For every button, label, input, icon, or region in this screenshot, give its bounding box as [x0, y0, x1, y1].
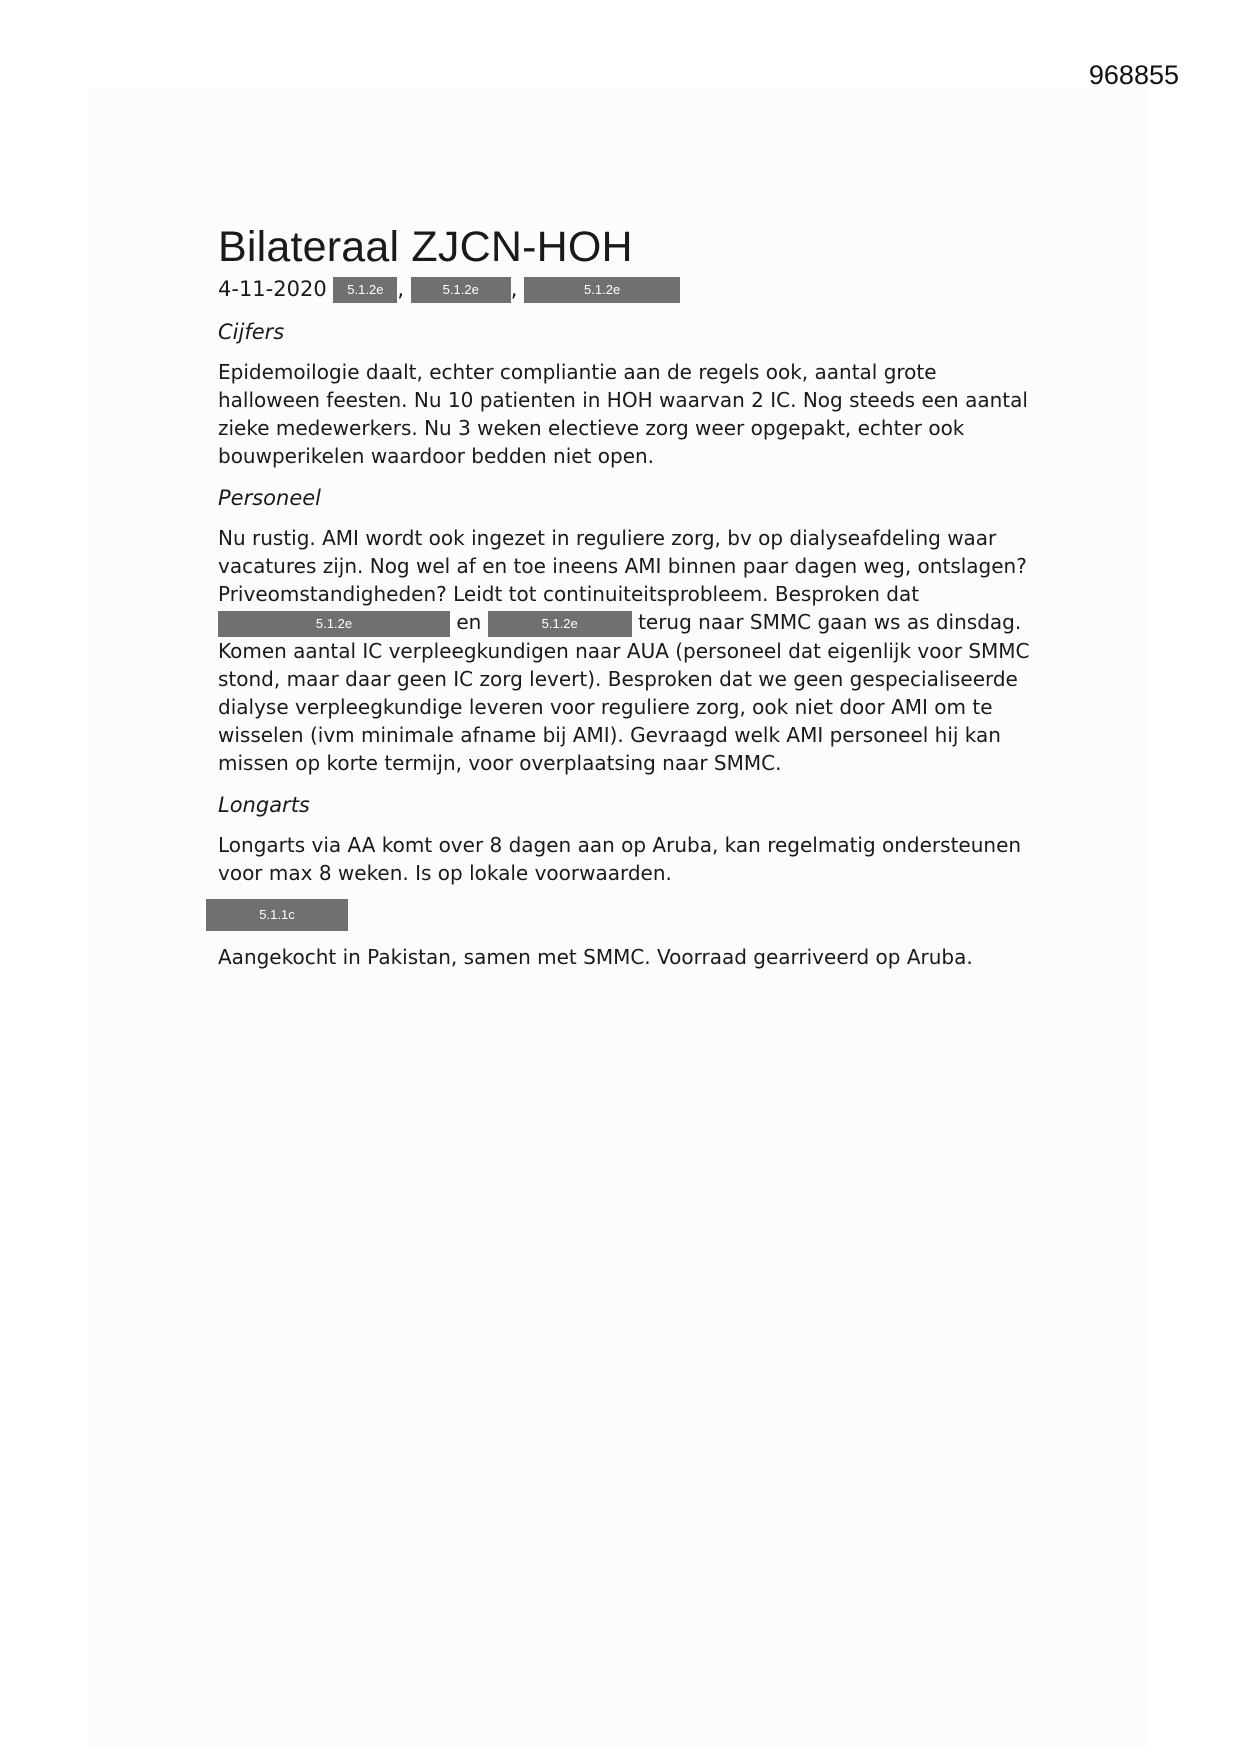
section-text-cijfers: Epidemoilogie daalt, echter compliantie aan de regels ook, aantal grote halloween feesten. Nu 10 patienten in HOH waarvan 2 IC. Nog steeds een aantal zieke medewerkers. Nu 3 weken electieve zorg weer opgepakt, echter ook bouwperikelen waardoor bedden niet open.: [218, 360, 1028, 468]
separator: ,: [510, 277, 518, 301]
section-text-longarts: Longarts via AA komt over 8 dagen aan op Aruba, kan regelmatig ondersteunen voor max 8 weken. Is op lokale voorwaarden.: [218, 832, 1022, 885]
meeting-date: 4-11-2020: [218, 277, 327, 301]
document-number: 968855: [1088, 60, 1179, 90]
document-content: [218, 222, 1038, 971]
separator: ,: [397, 277, 405, 301]
date-line: [218, 274, 1038, 304]
section-text-personeel: [218, 524, 1038, 777]
personeel-text-part-3: terug naar SMMC gaan ws as dinsdag. Komen aantal IC verpleegkundigen naar AUA (personeel dat eigenlijk voor SMMC stond, maar daar geen IC zorg levert). Besproken dat we geen gespecialiseerde dialyse verpleegkundige leveren voor reguliere zorg, ook niet door AMI om te wisselen (ivm minimale afname bij AMI). Gevraagd welk AMI personeel hij kan missen op korte termijn, voor overplaatsing naar SMMC.: [218, 610, 1030, 775]
section-text-redacted: Aangekocht in Pakistan, samen met SMMC. Voorraad gearriveerd op Aruba.: [218, 944, 973, 969]
redaction-box: 5.1.2e: [411, 277, 511, 303]
redaction-box: 5.1.2e: [488, 611, 632, 637]
section-heading-cijfers: Cijfers: [218, 320, 285, 344]
redaction-box: 5.1.2e: [218, 611, 450, 637]
personeel-text-part-2: en: [456, 610, 482, 634]
page-title: Bilateraal ZJCN-HOH: [218, 223, 633, 271]
personeel-text-part-1: Nu rustig. AMI wordt ook ingezet in reguliere zorg, bv op dialyseafdeling waar vacatures zijn. Nog wel af en toe ineens AMI binnen paar dagen weg, ontslagen? Priveomstandigheden? Leidt tot continuiteitsprobleem. Besproken dat: [218, 526, 1027, 606]
section-heading-personeel: Personeel: [218, 486, 321, 510]
redacted-section-heading: 5.1.1c: [206, 899, 348, 931]
section-heading-longarts: Longarts: [218, 792, 310, 817]
redaction-box: 5.1.2e: [524, 277, 680, 303]
redaction-box: 5.1.2e: [333, 277, 397, 303]
